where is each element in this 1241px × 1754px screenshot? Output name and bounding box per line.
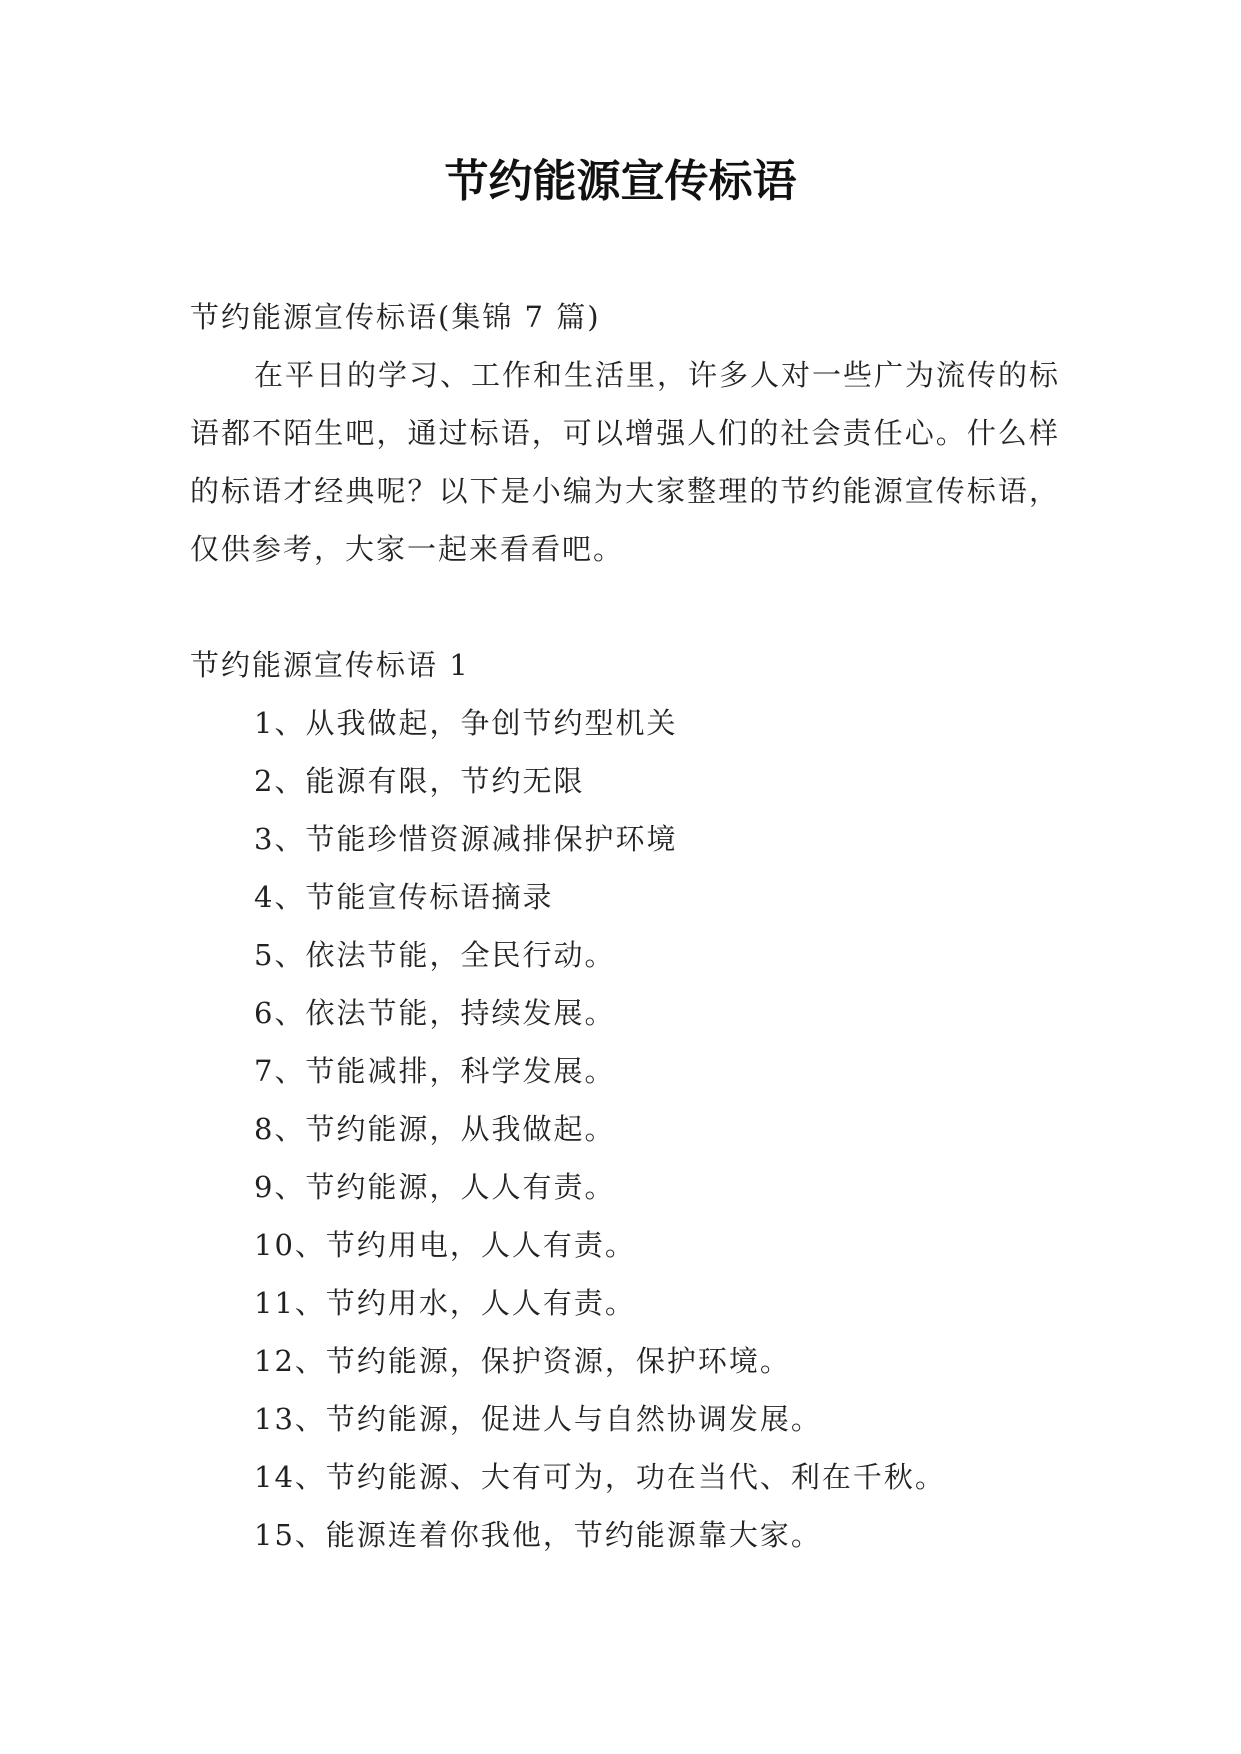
slogan-item: 5、依法节能，全民行动。: [254, 938, 616, 972]
slogan-item: 3、节能珍惜资源减排保护环境: [254, 822, 678, 856]
document-title: 节约能源宣传标语: [444, 156, 797, 207]
slogan-item: 14、节约能源、大有可为，功在当代、利在千秋。: [254, 1460, 946, 1494]
slogan-item: 2、能源有限，节约无限: [254, 764, 585, 798]
slogan-item: 13、节约能源，促进人与自然协调发展。: [254, 1402, 822, 1436]
section-heading: 节约能源宣传标语 1: [190, 648, 470, 682]
document-body: [190, 288, 1060, 1564]
slogan-item: 10、节约用电，人人有责。: [254, 1228, 636, 1262]
document-subtitle: 节约能源宣传标语(集锦 7 篇): [190, 300, 601, 334]
slogan-item: 11、节约用水，人人有责。: [254, 1286, 636, 1320]
slogan-item: 7、节能减排，科学发展。: [254, 1054, 616, 1088]
slogan-item: 8、节约能源，从我做起。: [254, 1112, 616, 1146]
slogan-item: 1、从我做起，争创节约型机关: [254, 706, 678, 740]
slogan-item: 6、依法节能，持续发展。: [254, 996, 616, 1030]
slogan-item: 12、节约能源，保护资源，保护环境。: [254, 1344, 791, 1378]
slogan-item: 15、能源连着你我他，节约能源靠大家。: [254, 1518, 822, 1552]
slogan-list: [190, 694, 1060, 1564]
slogan-item: 9、节约能源，人人有责。: [254, 1170, 616, 1204]
slogan-item: 4、节能宣传标语摘录: [254, 880, 554, 914]
intro-paragraph: 在平日的学习、工作和生活里，许多人对一些广为流传的标语都不陌生吧，通过标语，可以增强人们的社会责任心。什么样的标语才经典呢？以下是小编为大家整理的节约能源宣传标语，仅供参考，大家一起来看看吧。: [190, 358, 1061, 566]
